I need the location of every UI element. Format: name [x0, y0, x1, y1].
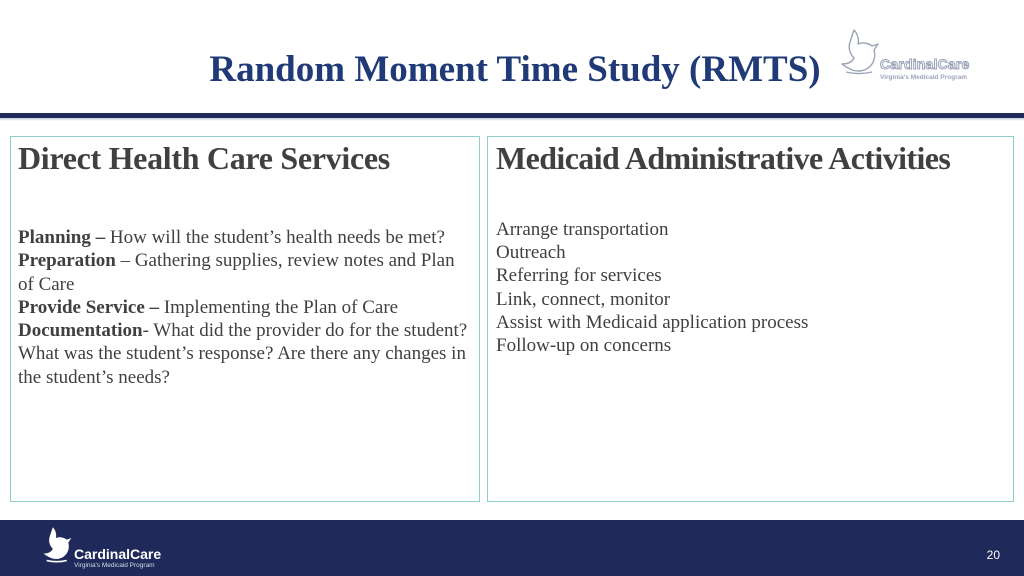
page-number: 20 — [986, 548, 1000, 562]
left-item-text: – Gathering supplies, review notes and Plan of Care — [18, 250, 455, 295]
left-item-planning — [18, 226, 474, 249]
list-item: Arrange transportation — [496, 219, 669, 240]
left-item-documentation — [18, 319, 474, 389]
left-item-provide-service — [18, 296, 474, 319]
left-item-term: Planning – — [18, 227, 106, 248]
left-item-text: Implementing the Plan of Care — [159, 296, 399, 318]
left-item-term: Preparation — [18, 250, 116, 272]
logo-name: CardinalCare — [880, 56, 970, 72]
header-divider-shadow — [0, 118, 1024, 121]
left-item-text: - What did the provider do for the student? What was the student’s response? Are there any changes in the student’s needs? — [18, 320, 468, 388]
left-item-term: Documentation — [18, 320, 143, 342]
logo-tagline: Virginia's Medicaid Program — [880, 74, 968, 81]
list-item: Assist with Medicaid application process — [496, 311, 809, 333]
cardinal-bird-icon — [42, 524, 76, 566]
logo-tagline: Virginia's Medicaid Program — [74, 562, 155, 569]
right-panel-heading: Medicaid Administrative Activities — [496, 140, 951, 176]
left-item-preparation — [18, 249, 474, 296]
admin-activities-list — [496, 218, 808, 357]
cardinalcare-logo-footer — [40, 524, 170, 572]
medicaid-admin-panel — [487, 136, 1014, 502]
cardinalcare-logo-header — [840, 26, 990, 82]
left-item-text: How will the student’s health needs be met? — [105, 227, 445, 248]
slide-title: Random Moment Time Study (RMTS) — [209, 49, 821, 90]
list-item: Link, connect, monitor — [496, 288, 671, 310]
left-panel-body — [18, 226, 474, 389]
list-item: Outreach — [496, 242, 566, 264]
direct-health-care-panel — [10, 136, 480, 502]
logo-name: CardinalCare — [74, 546, 162, 562]
left-item-term: Provide Service – — [18, 296, 160, 318]
list-item: Referring for services — [496, 265, 662, 287]
left-panel-heading: Direct Health Care Services — [18, 140, 390, 176]
list-item: Follow-up on concerns — [496, 335, 672, 357]
cardinal-bird-icon — [840, 26, 884, 80]
